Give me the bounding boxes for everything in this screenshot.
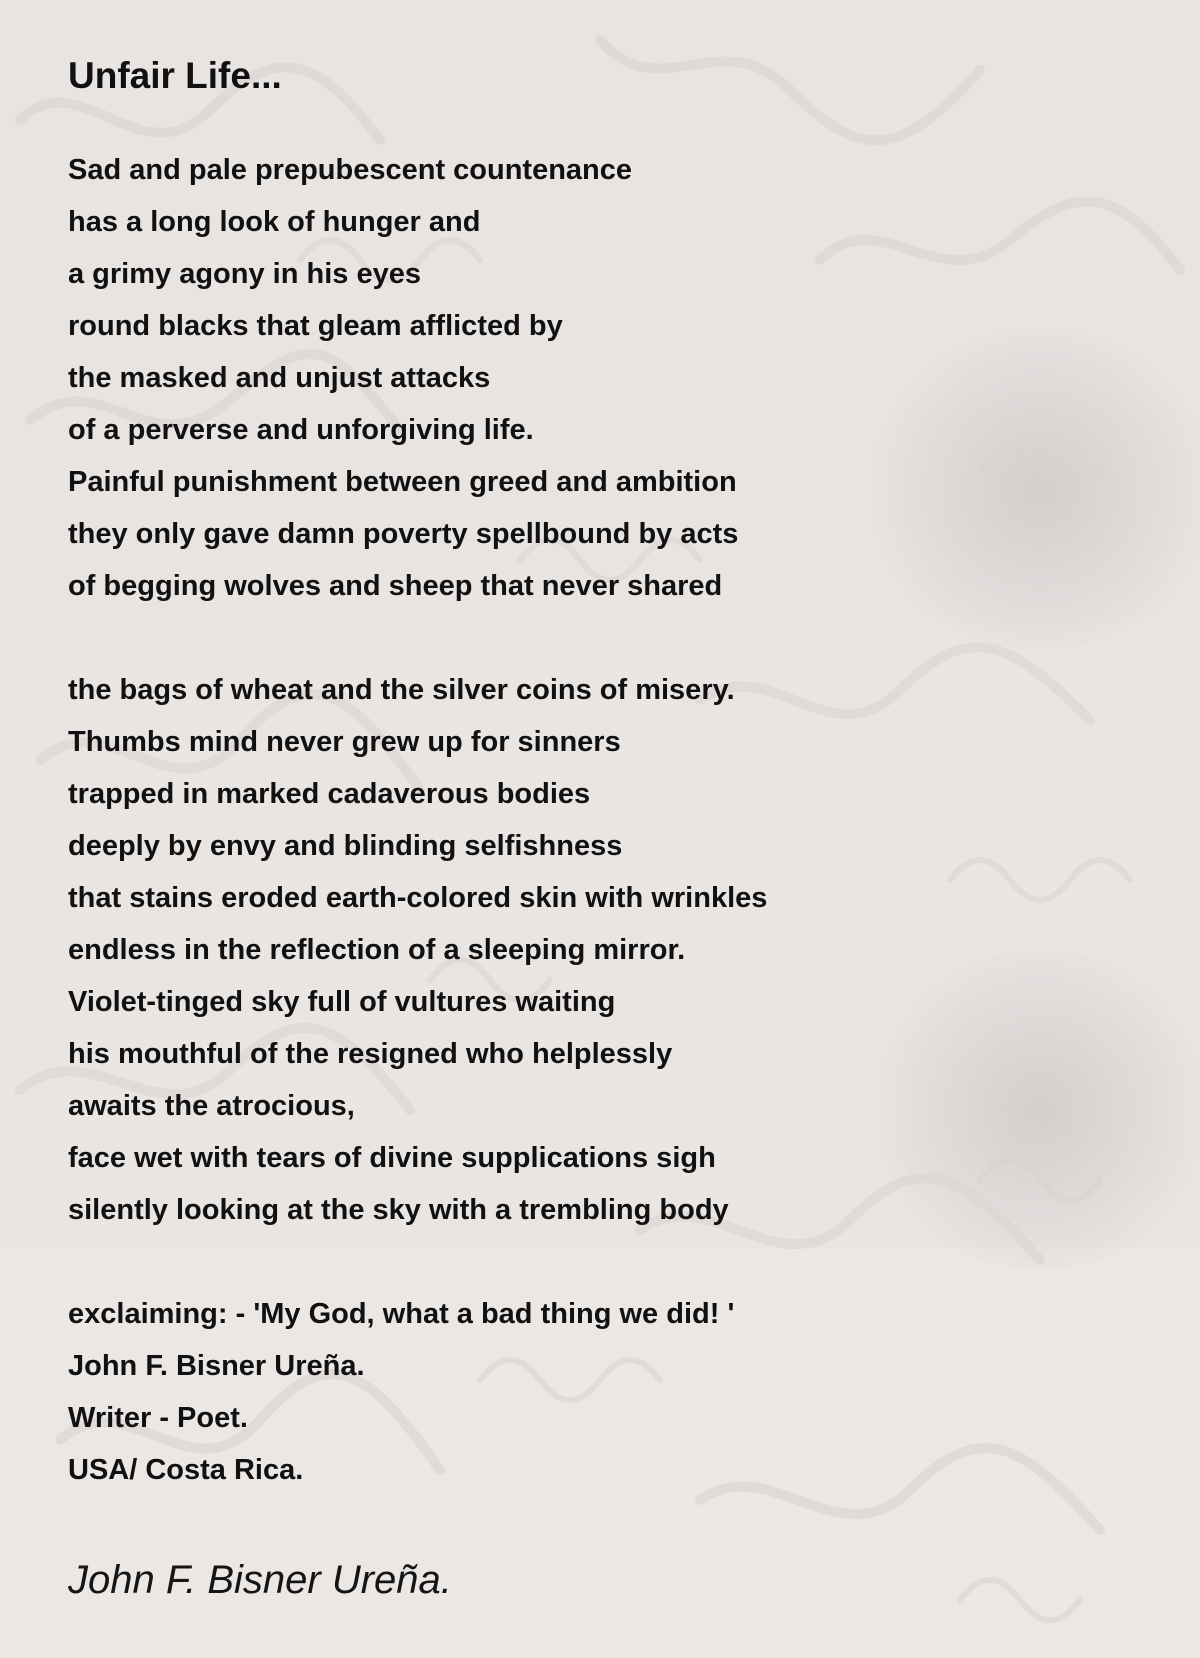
poem-line: awaits the atrocious,: [68, 1090, 355, 1122]
stanza-break: [68, 612, 1128, 664]
poem-author: John F. Bisner Ureña.: [68, 1558, 452, 1602]
poem-line: round blacks that gleam afflicted by: [68, 310, 563, 342]
poem-line: that stains eroded earth-colored skin with wrinkles: [68, 882, 768, 914]
poem-line: Violet-tinged sky full of vultures waiting: [68, 986, 616, 1018]
poem-line: John F. Bisner Ureña.: [68, 1350, 365, 1382]
poem-line: USA/ Costa Rica.: [68, 1454, 304, 1486]
poem-line: deeply by envy and blinding selfishness: [68, 830, 623, 862]
poem-line: the masked and unjust attacks: [68, 362, 491, 394]
poem-line: Sad and pale prepubescent countenance: [68, 154, 633, 186]
poem-line: of begging wolves and sheep that never shared: [68, 570, 723, 602]
stanza-break: [68, 1236, 1128, 1288]
poem-line: has a long look of hunger and: [68, 206, 481, 238]
poem-line: a grimy agony in his eyes: [68, 258, 421, 290]
poem-line: they only gave damn poverty spellbound by acts: [68, 518, 739, 550]
poem-line: silently looking at the sky with a trembling body: [68, 1194, 729, 1226]
poem-title: Unfair Life...: [68, 55, 282, 96]
poem-line: Painful punishment between greed and ambition: [68, 466, 737, 498]
stanza: [68, 664, 1128, 1236]
poem-line: Thumbs mind never grew up for sinners: [68, 726, 621, 758]
poem-content: [68, 50, 1128, 1496]
stanza: [68, 1288, 1128, 1496]
poem-line: of a perverse and unforgiving life.: [68, 414, 534, 446]
stanza: [68, 144, 1128, 612]
poem-line: his mouthful of the resigned who helplessly: [68, 1038, 673, 1070]
poem-line: the bags of wheat and the silver coins of misery.: [68, 674, 735, 706]
poem-line: exclaiming: - 'My God, what a bad thing we did! ': [68, 1298, 735, 1330]
poem-body: [68, 144, 1128, 1496]
poem-line: trapped in marked cadaverous bodies: [68, 778, 591, 810]
poem-line: Writer - Poet.: [68, 1402, 248, 1434]
poem-line: face wet with tears of divine supplications sigh: [68, 1142, 716, 1174]
poem-line: endless in the reflection of a sleeping mirror.: [68, 934, 686, 966]
